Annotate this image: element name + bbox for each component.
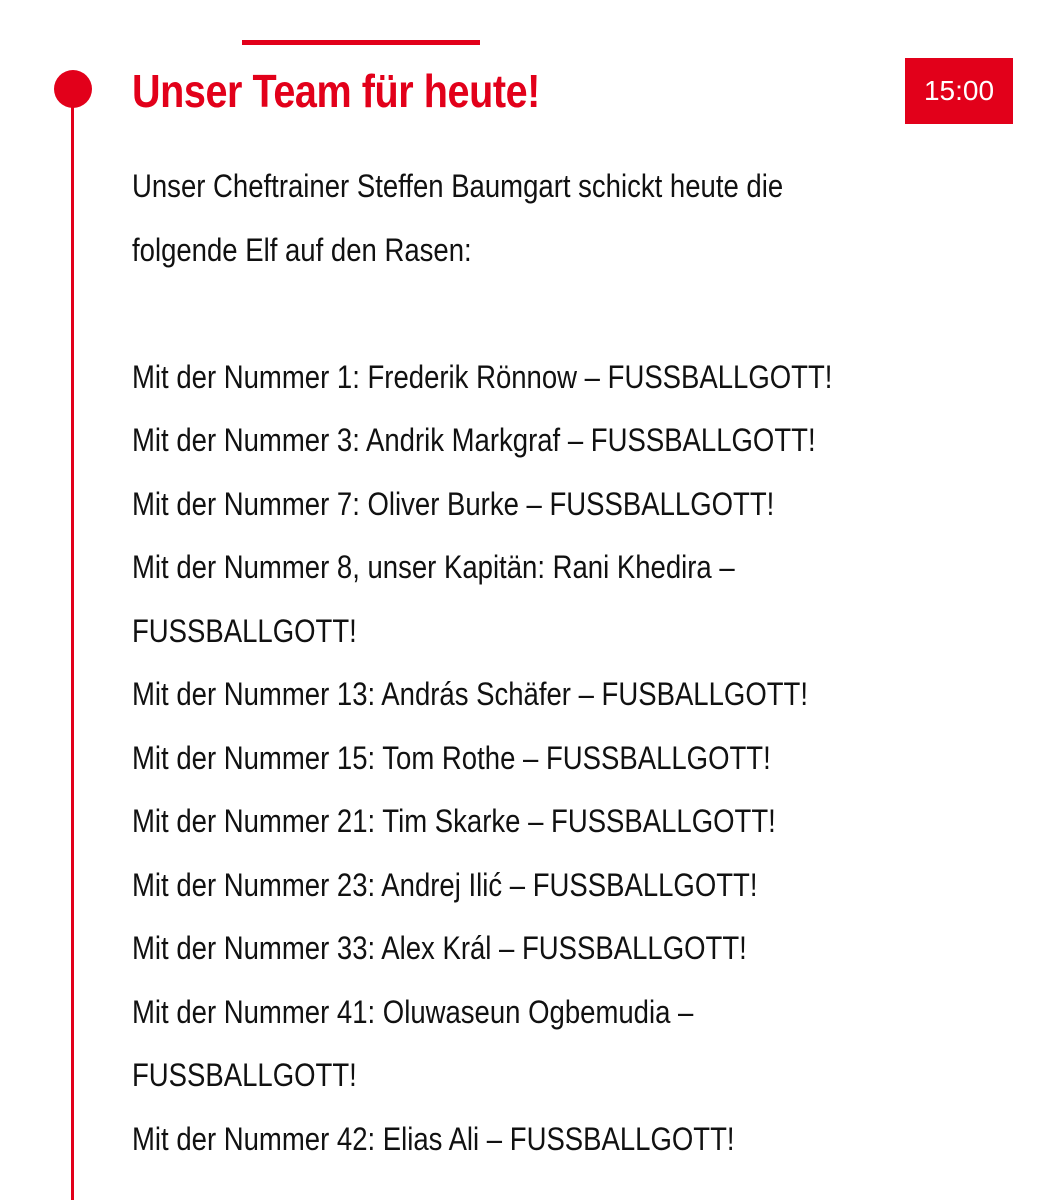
lineup-line: Mit der Nummer 13: András Schäfer – FUSBALLGOTT! [132,676,809,712]
timeline-dot [54,70,92,108]
lineup-line: Mit der Nummer 21: Tim Skarke – FUSSBALLGOTT! [132,803,776,839]
time-badge: 15:00 [905,58,1013,124]
intro-line: folgende Elf auf den Rasen: [132,231,472,268]
lineup-line: Mit der Nummer 15: Tom Rothe – FUSSBALLGOTT! [132,739,771,776]
lineup-line: Mit der Nummer 8, unser Kapitän: Rani Khedira – [132,549,735,585]
lineup-line: Mit der Nummer 23: Andrej Ilić – FUSSBALLGOTT! [132,866,758,903]
lineup-line: Mit der Nummer 7: Oliver Burke – FUSSBALLGOTT! [132,485,775,522]
lineup-line: FUSSBALLGOTT! [132,612,357,649]
lineup-line: Mit der Nummer 41: Oluwaseun Ogbemudia – [132,993,694,1030]
lineup-line: FUSSBALLGOTT! [132,1057,357,1093]
lineup-line: Mit der Nummer 33: Alex Král – FUSSBALLGOTT! [132,930,747,966]
post-title-text: Unser Team für heute! [132,65,540,117]
lineup-line: Mit der Nummer 1: Frederik Rönnow – FUSSBALLGOTT! [132,358,833,395]
intro-line: Unser Cheftrainer Steffen Baumgart schickt heute die [132,168,784,204]
lineup-line: Mit der Nummer 3: Andrik Markgraf – FUSSBALLGOTT! [132,422,816,458]
top-accent-bar [242,40,480,45]
post-body [132,155,992,1171]
timeline-line [71,90,74,1200]
paragraph-spacer [132,282,992,346]
lineup-line: Mit der Nummer 42: Elias Ali – FUSSBALLGOTT! [132,1120,735,1157]
post-title [132,62,606,120]
